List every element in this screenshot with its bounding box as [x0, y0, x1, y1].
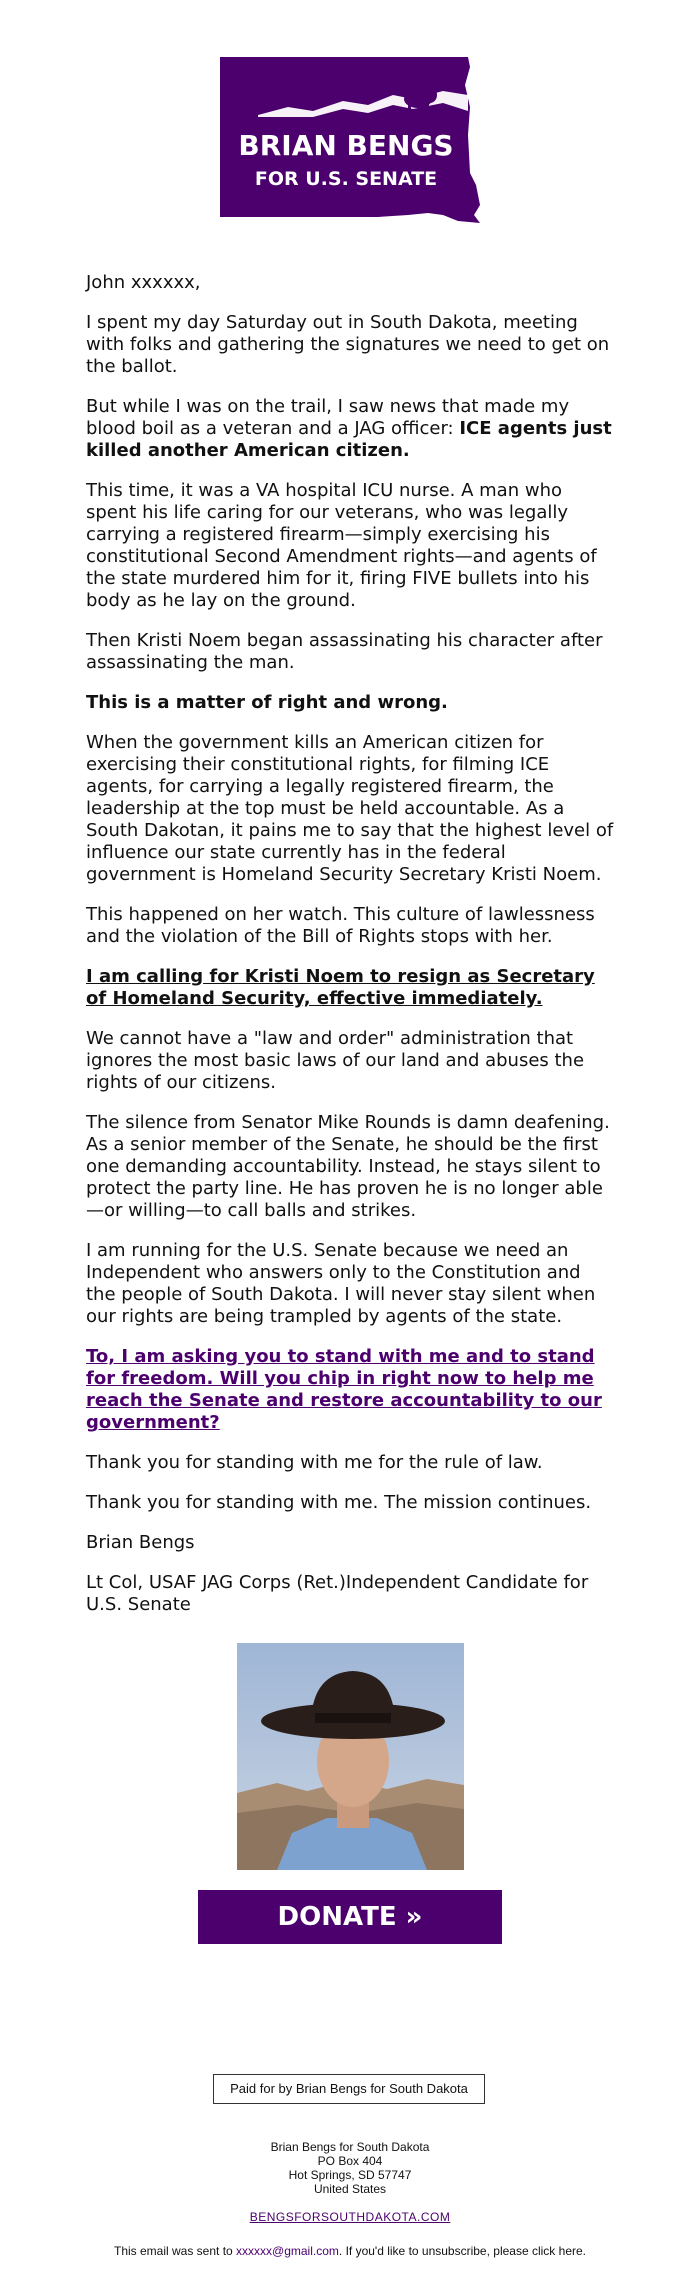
paragraph-2	[86, 396, 614, 462]
address-line-2: PO Box 404	[317, 2154, 383, 2168]
resignation-call: I am calling for Kristi Noem to resign as Secretary of Homeland Security, effective immediately.	[86, 966, 595, 1009]
recipient-email: xxxxxx@gmail.com	[236, 2244, 339, 2258]
footer-prefix: This email was sent to	[113, 2244, 237, 2258]
unsubscribe-text[interactable]: . If you'd like to unsubscribe, please click here.	[338, 2244, 586, 2258]
campaign-logo[interactable]	[218, 55, 482, 225]
paragraph-12: Thank you for standing with me for the rule of law.	[86, 1452, 543, 1473]
paragraph-13: Thank you for standing with me. The mission continues.	[86, 1492, 592, 1513]
unsubscribe-footer	[0, 2244, 700, 2258]
paragraph-2-text: But while I was on the trail, I saw news that made my blood boil as a veteran and a JAG officer:	[86, 396, 570, 439]
signature-name: Brian Bengs	[86, 1532, 195, 1553]
letter-body	[86, 272, 614, 1634]
paragraph-7: This happened on her watch. This culture of lawlessness and the violation of the Bill of Rights stops with her.	[86, 904, 595, 947]
paragraph-11: I am running for the U.S. Senate because we need an Independent who answers only to the Constitution and the people of South Dakota. I will never stay silent when our rights are being trampled by agents of the state.	[86, 1240, 596, 1327]
donate-button[interactable]: DONATE »	[198, 1890, 502, 1944]
paragraph-2-bold: ICE agents just killed another American citizen.	[86, 418, 612, 461]
signature-title: Lt Col, USAF JAG Corps (Ret.)Independent Candidate for U.S. Senate	[86, 1572, 589, 1615]
paragraph-ask	[86, 1346, 614, 1434]
paragraph-3: This time, it was a VA hospital ICU nurse. A man who spent his life caring for our veterans, who was legally carrying a registered firearm—simply exercising his constitutional Second Amendment rights—and agents of the state murdered him for it, firing FIVE bullets into his body as he lay on the ground.	[86, 480, 597, 611]
logo-subtitle-text: FOR U.S. SENATE	[254, 168, 438, 190]
paragraph-5-bold: This is a matter of right and wrong.	[86, 692, 448, 713]
paragraph-8	[86, 966, 614, 1010]
salutation: John xxxxxx,	[86, 272, 201, 293]
paragraph-4: Then Kristi Noem began assassinating his character after assassinating the man.	[86, 630, 603, 673]
paragraph-6: When the government kills an American citizen for exercising their constitutional rights, for filming ICE agents, for carrying a legally registered firearm, the leadership at the top must be held accountable. As a South Dakotan, it pains me to say that the highest level of influence our state currently has in the federal government is Homeland Security Secretary Kristi Noem.	[86, 732, 614, 885]
logo-name-text: BRIAN BENGS	[238, 129, 454, 162]
south-dakota-shape-logo	[218, 55, 482, 225]
paragraph-10: The silence from Senator Mike Rounds is damn deafening. As a senior member of the Senate, he should be the first one demanding accountability. Instead, he stays silent to protect the party line. He has proven he is no longer able—or willing—to call balls and strikes.	[86, 1112, 610, 1221]
donation-ask-link[interactable]: To, I am asking you to stand with me and to stand for freedom. Will you chip in right now to help me reach the Senate and restore accountability to our government?	[86, 1346, 602, 1433]
paragraph-9: We cannot have a "law and order" administration that ignores the most basic laws of our land and abuses the rights of our citizens.	[86, 1028, 585, 1093]
address-line-4: United States	[313, 2182, 387, 2196]
website-link[interactable]: BENGSFORSOUTHDAKOTA.COM	[249, 2210, 451, 2224]
candidate-photo	[237, 1643, 464, 1870]
address-line-1: Brian Bengs for South Dakota	[270, 2140, 430, 2154]
mailing-address	[0, 2140, 700, 2196]
paragraph-1: I spent my day Saturday out in South Dakota, meeting with folks and gathering the signatures we need to get on the ballot.	[86, 312, 610, 377]
paid-for-disclaimer: Paid for by Brian Bengs for South Dakota	[213, 2074, 485, 2104]
address-line-3: Hot Springs, SD 57747	[288, 2168, 412, 2182]
paragraph-5	[86, 692, 614, 714]
